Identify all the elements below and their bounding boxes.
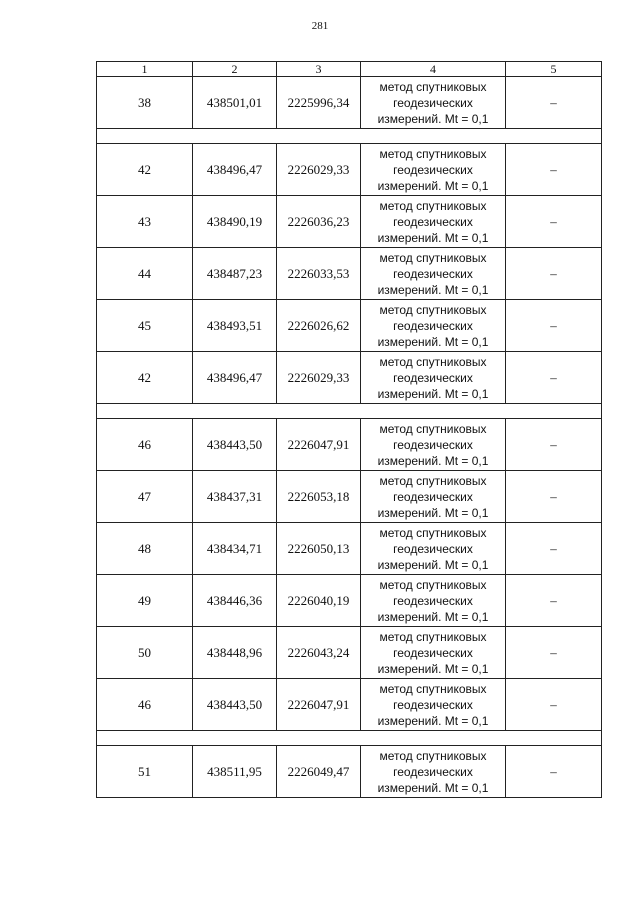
- description-cell: –: [506, 679, 602, 731]
- method-cell: [361, 679, 506, 731]
- method-line: измерений. Mt = 0,1: [377, 111, 489, 126]
- coordinates-table: [96, 61, 602, 798]
- method-line: измерений. Mt = 0,1: [377, 178, 489, 193]
- column-header: 5: [506, 62, 602, 77]
- point-number-cell: 42: [97, 144, 193, 196]
- y-coordinate-cell: 2226026,62: [277, 300, 361, 352]
- description-cell: –: [506, 627, 602, 679]
- method-line: измерений. Mt = 0,1: [377, 386, 489, 401]
- x-coordinate-cell: 438443,50: [193, 419, 277, 471]
- description-cell: –: [506, 144, 602, 196]
- method-line: геодезических: [393, 593, 473, 608]
- method-line: геодезических: [393, 697, 473, 712]
- y-coordinate-cell: 2226029,33: [277, 352, 361, 404]
- table-row: [97, 196, 602, 248]
- y-coordinate-cell: 2226050,13: [277, 523, 361, 575]
- table-row: [97, 77, 602, 129]
- description-cell: –: [506, 523, 602, 575]
- description-cell: –: [506, 746, 602, 798]
- method-cell: [361, 144, 506, 196]
- method-line: измерений. Mt = 0,1: [377, 334, 489, 349]
- method-line: метод спутниковых: [379, 302, 487, 317]
- point-number-cell: 50: [97, 627, 193, 679]
- method-cell: [361, 575, 506, 627]
- point-number-cell: 38: [97, 77, 193, 129]
- description-cell: –: [506, 575, 602, 627]
- x-coordinate-cell: 438493,51: [193, 300, 277, 352]
- y-coordinate-cell: 2226053,18: [277, 471, 361, 523]
- method-line: метод спутниковых: [379, 629, 487, 644]
- method-cell: [361, 300, 506, 352]
- y-coordinate-cell: 2226049,47: [277, 746, 361, 798]
- point-number-cell: 46: [97, 419, 193, 471]
- table-row: [97, 575, 602, 627]
- page-number: 281: [311, 20, 329, 32]
- separator-cell: [97, 731, 602, 746]
- table-row: [97, 746, 602, 798]
- point-number-cell: 42: [97, 352, 193, 404]
- table-row: [97, 523, 602, 575]
- x-coordinate-cell: 438446,36: [193, 575, 277, 627]
- x-coordinate-cell: 438511,95: [193, 746, 277, 798]
- x-coordinate-cell: 438490,19: [193, 196, 277, 248]
- point-number-cell: 44: [97, 248, 193, 300]
- method-line: метод спутниковых: [379, 250, 487, 265]
- method-line: метод спутниковых: [379, 79, 487, 94]
- method-line: метод спутниковых: [379, 525, 487, 540]
- method-line: метод спутниковых: [379, 681, 487, 696]
- method-cell: [361, 352, 506, 404]
- column-header: 1: [97, 62, 193, 77]
- method-line: измерений. Mt = 0,1: [377, 609, 489, 624]
- description-cell: –: [506, 77, 602, 129]
- x-coordinate-cell: 438443,50: [193, 679, 277, 731]
- method-cell: [361, 248, 506, 300]
- method-line: измерений. Mt = 0,1: [377, 505, 489, 520]
- table-row: [97, 679, 602, 731]
- table-row: [97, 419, 602, 471]
- table-row: [97, 471, 602, 523]
- method-line: измерений. Mt = 0,1: [377, 453, 489, 468]
- method-line: геодезических: [393, 764, 473, 779]
- y-coordinate-cell: 2226040,19: [277, 575, 361, 627]
- separator-cell: [97, 129, 602, 144]
- y-coordinate-cell: 2226047,91: [277, 419, 361, 471]
- point-number-cell: 51: [97, 746, 193, 798]
- point-number-cell: 46: [97, 679, 193, 731]
- point-number-cell: 43: [97, 196, 193, 248]
- method-cell: [361, 419, 506, 471]
- method-line: метод спутниковых: [379, 421, 487, 436]
- y-coordinate-cell: 2226029,33: [277, 144, 361, 196]
- description-cell: –: [506, 300, 602, 352]
- method-line: геодезических: [393, 370, 473, 385]
- point-number-cell: 47: [97, 471, 193, 523]
- y-coordinate-cell: 2226033,53: [277, 248, 361, 300]
- point-number-cell: 49: [97, 575, 193, 627]
- description-cell: –: [506, 352, 602, 404]
- method-line: геодезических: [393, 318, 473, 333]
- y-coordinate-cell: 2226036,23: [277, 196, 361, 248]
- column-header: 2: [193, 62, 277, 77]
- method-line: геодезических: [393, 266, 473, 281]
- method-line: метод спутниковых: [379, 354, 487, 369]
- method-line: измерений. Mt = 0,1: [377, 713, 489, 728]
- x-coordinate-cell: 438437,31: [193, 471, 277, 523]
- method-line: метод спутниковых: [379, 198, 487, 213]
- method-line: геодезических: [393, 95, 473, 110]
- method-line: геодезических: [393, 645, 473, 660]
- x-coordinate-cell: 438487,23: [193, 248, 277, 300]
- x-coordinate-cell: 438448,96: [193, 627, 277, 679]
- table-row: [97, 352, 602, 404]
- section-separator-row: [97, 404, 602, 419]
- description-cell: –: [506, 196, 602, 248]
- table-row: [97, 144, 602, 196]
- x-coordinate-cell: 438434,71: [193, 523, 277, 575]
- method-line: геодезических: [393, 162, 473, 177]
- method-line: геодезических: [393, 489, 473, 504]
- section-separator-row: [97, 731, 602, 746]
- method-line: геодезических: [393, 541, 473, 556]
- description-cell: –: [506, 419, 602, 471]
- method-line: измерений. Mt = 0,1: [377, 230, 489, 245]
- y-coordinate-cell: 2226047,91: [277, 679, 361, 731]
- method-line: измерений. Mt = 0,1: [377, 557, 489, 572]
- table-row: [97, 300, 602, 352]
- method-line: измерений. Mt = 0,1: [377, 661, 489, 676]
- method-cell: [361, 746, 506, 798]
- method-line: геодезических: [393, 214, 473, 229]
- table-row: [97, 627, 602, 679]
- method-cell: [361, 471, 506, 523]
- table-row: [97, 248, 602, 300]
- method-cell: [361, 196, 506, 248]
- method-cell: [361, 627, 506, 679]
- header-row: [97, 62, 602, 77]
- method-cell: [361, 77, 506, 129]
- method-line: метод спутниковых: [379, 146, 487, 161]
- x-coordinate-cell: 438496,47: [193, 352, 277, 404]
- x-coordinate-cell: 438501,01: [193, 77, 277, 129]
- y-coordinate-cell: 2225996,34: [277, 77, 361, 129]
- method-line: измерений. Mt = 0,1: [377, 780, 489, 795]
- x-coordinate-cell: 438496,47: [193, 144, 277, 196]
- method-cell: [361, 523, 506, 575]
- point-number-cell: 45: [97, 300, 193, 352]
- y-coordinate-cell: 2226043,24: [277, 627, 361, 679]
- method-line: метод спутниковых: [379, 577, 487, 592]
- method-line: метод спутниковых: [379, 473, 487, 488]
- column-header: 4: [361, 62, 506, 77]
- description-cell: –: [506, 248, 602, 300]
- method-line: метод спутниковых: [379, 748, 487, 763]
- column-header: 3: [277, 62, 361, 77]
- point-number-cell: 48: [97, 523, 193, 575]
- separator-cell: [97, 404, 602, 419]
- section-separator-row: [97, 129, 602, 144]
- description-cell: –: [506, 471, 602, 523]
- method-line: геодезических: [393, 437, 473, 452]
- method-line: измерений. Mt = 0,1: [377, 282, 489, 297]
